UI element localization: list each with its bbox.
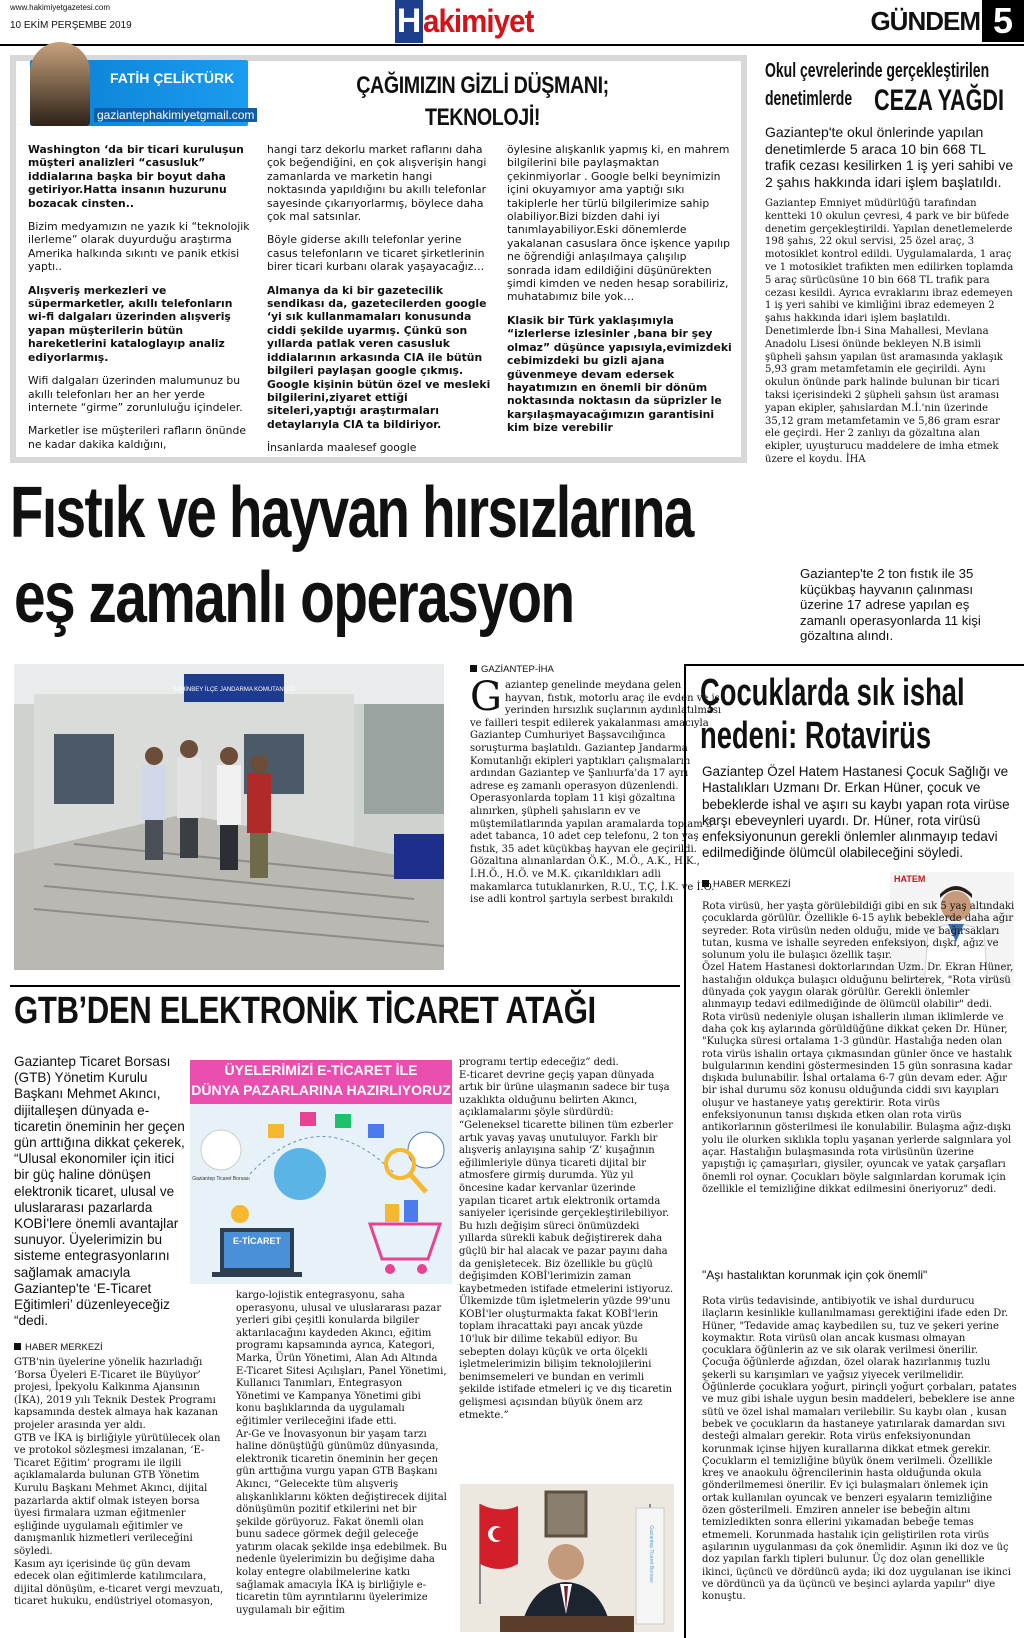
child-subheading: "Aşı hastalıktan korunmak için çok önemli" [702, 1268, 928, 1282]
gtb-graphic-logo: Gaziantep Ticaret Borsası [192, 1176, 250, 1182]
page-number: 5 [982, 0, 1024, 42]
main-byline: GAZİANTEP-İHA [470, 664, 554, 675]
site-url: www.hakimiyetgazetesi.com [10, 3, 111, 12]
eticaret-banner: ÜYELERİMİZİ E-TİCARET İLE DÜNYA PAZARLARINA HAZIRLIYORUZ [190, 1060, 452, 1104]
paragraph: Marketler ise müşterileri rafların önünde ne kadar dakika kaldığını, [28, 424, 246, 451]
ceza-headline-top: Okul çevrelerinde gerçekleştirilen [765, 60, 990, 82]
paragraph: Klasik bir Türk yaklaşımıyla “izlerlerse izlesinler ,bana bir şey olmaz” düşünce yapısıyla,evimizdeki cebimizdeki bu gizli ajana güvenmeye devam edersek hayatımızın en önemli bir dönüm noktasında noktasın da süprizler le karşılaşmayacağımızın garantisini kim bize verebilir [507, 313, 732, 435]
author-photo [30, 42, 90, 126]
child-body-part2: Rota virüs tedavisinde, antibiyotik ve ishal durdurucu ilaçların kesinlikle kullanılmaması gerektiğini ifade eden Dr. Hüner, "Tedavide amaç kaybedilen su, tuz ve şekeri yerine koymaktır. Rota virüsü olan ancak kusması olmayan çocuklara öğünlerin az ve sık olarak verilmesi önerilir. Çocuğa öğünlerde ağızdan, özel olarak hazırlanmış tuzlu şekerli su karışımları ve yağsız yiyecek verilmelidir. Öğünlerde çocuklara yoğurt, pirinçli yoğurt çorbaları, patates ve muz gibi ishale uygun besin maddeleri, bebeklere ise anne sütü ve özel ishal mamaları verilebilir. Su kaybı olan , kusan bebek ve çocukların da hastaneye yatırılarak damardan sıvı desteği almaları gerekir. Rota virüs enfeksiyonundan korunmak içinse hijyen kurallarına dikkat etmek gerekir. Çocukların el temizliğine büyük önem verilmeli. Özellikle kreş ve anaokulu öğrencilerinin hasta olduğunda okula gönderilmemesi önerilir. Ev içi bulaşmaları önlemek için ortak kullanılan oyuncak ve benzeri eşyaların temizliğine özen gösterilmeli. Emziren anneler ise bebeğin altını temizledikten sonra ellerini yıkamadan bebeğe temas etmemeli. Korunmada hastalık için geliştirilen rota virüs aşılarının uygulanması da çok önemlidir. Aşının iki doz ve üç doz yapılan farklı tipleri bulunur. Üç doz olan genellikle ikinci, üçüncü ve dördüncü ayda; iki doz uygulanan ise ikinci ve dördüncü ya da üçüncü ve beşinci aylarda yapılır" diye konuştu. [702, 1296, 1017, 1603]
eticaret-illustration [190, 1104, 452, 1284]
gtb-body-col1: GTB'nin üyelerine yönelik hazırladığı ‘Borsa Üyeleri E-Ticaret ile Büyüyor’ projesi, İpekyolu Kalkınma Ajansının (İKA), 2019 yılı Teknik Destek Programı kapsamında destek almaya hak kazanan projeler arasında yer aldı. GTB ve İKA iş birliğiyle yürütülecek olan ve protokol sözleşmesi imzalanan, ‘E-Ticaret Eğitim’ programı ile ilgili açıklamalarda bulunan GTB Yönetim Kurulu Başkanı Mehmet Akıncı, dijital pazarlarda aktif olmak isteyen borsa üyesi firmalara uzman eğitmenler eşliğinde uygulamalı eğitimler ve danışmanlık hizmetleri verileceğini söyledi. Kasım ayı içerisinde üç gün devam edecek olan eğitimlerde katılımcılara, dijital dönüşüm, e-ticaret vergi mevzuatı, ticaret hukuku, endüstriyel otomasyon, [14, 1357, 224, 1608]
main-body-text: aziantep genelinde meydana gelen hayvan, fıstık, motorlu araç ile evden ve iş yerinden hırsızlık suçlarının aydınlatılması ve failleri tespit edilerek yakalanması amacıyla Gaziantep Cumhuriyet Başsavcılığınca soruşturma başlatıldı. Gaziantep Jandarma Komutanlığı ekipleri yaptıkları çalışmaların ardından Gaziantep ve Şanlıurfa'da 17 ayrı adrese eş zamanlı operasyon düzenlendi. Operasyonlarda toplam 11 kişi gözaltına alınırken, şüpheli şahısların ev ve müştemilatlarında yapılan aramalarda toplam 3 adet tabanca, 10 adet cep telefonu, 2 ton yaş fıstık, 35 adet küçükbaş hayvan ele geçirildi. Gözaltına alınanlardan Ö.K., M.Ö., A.K., H.K., İ.H.Ö., H.Ö. ve M.K. çıkarıldıkları adli makamlarca tutuklanırken, R.U., T.Ç, İ.K. ve İ.Ö. ise adli kontrol şartıyla serbest bırakıldı [470, 680, 722, 906]
child-body-part1: Rota virüsü, her yaşta görülebildiği gibi en sık 5 yaş altındaki çocuklarda görülür. Özellikle 6-15 aylık bebeklerde daha ağır seyreder. Rota virüsün neden olduğu, mide ve bağırsakları tutan, kusma ve ishalle seyreden enfeksiyon, dışkı, ağız ve solunum yolu ile bulaşıcı özellik taşır. Özel Hatem Hastanesi doktorlarından Uzm. Dr. Ekran Hüner, hastalığın oldukça bulaşıcı olduğunu belirterek, "Rota virüsü dünyada çok yaygın olarak görülür. Gerekli önlemler alınmayıp tedavi edilmediğinde de ölümcül olabilir" dedi. Rota virüsü nedeniyle oluşan ishallerin ılıman iklimlerde ve daha çok kış aylarında görüldüğüne dikkat çeken Dr. Hüner, "Kuluçka süresi ortalama 1-3 gündür. Hastalığa neden olan rota virüs ishalin ortaya çıkmasından günler önce ve hastalık bulgularının kendini göstermesinden 15 gün sonrasına kadar dışkıda bulunabilir. İshal ortalama 6-7 gün devam eder. Ağır bir ishal durumu söz konusu olduğunda ciddi sıvı kayıpları oluşur ve hastaneye yatış gerektirir. Rota virüs enfeksiyonunun tanısı dışkıda etken olan rota virüs antikorlarının gösterilmesi ile konulabilir. Bulaşma ağız-dışkı yolu ile olurken sıklıkla toplu yaşanan yerlerde salgınlara yol açar. Hastalığın bulaşmasında rota virüsünün üzerine yapıştığı iç çamaşırları, giysiler, oyuncak ve yatak çarşafları önemli rol oynar. Çocukları böyle salgınlardan korumak için özellikle el temizliğine dikkat edilmesini öneriyoruz" dedi. [702, 901, 1015, 1195]
column-title: ÇAĞIMIZIN GİZLİ DÜŞMANI; TEKNOLOJİ! [356, 72, 609, 131]
header-rule [0, 44, 1024, 46]
paragraph: Alışveriş merkezleri ve süpermarketler, akıllı telefonların wi-fi dalgaları üzerinden alışveriş yapan müşterilerin bütün hareketlerini kataloglayıp analiz ediyorlarmış. [28, 283, 233, 364]
gtb-byline: HABER MERKEZİ [14, 1342, 103, 1353]
ceza-body: Gaziantep Emniyet müdürlüğü tarafından kentteki 10 okulun çevresi, 4 park ve bir büfede denetim gerçekleştirildi. Yapılan denetlemelerde 198 şahıs, 22 okul servisi, 25 özel araç, 3 motosiklet kontrol edildi. Uygulamalarda, 1 araç ve 1 motosiklet trafikten men edilirken toplamda 5 araç sürücüsüne 10 bin 668 TL trafik para cezası kesildi. Ayrıca evraklarını ibraz edemeyen 1 iş yeri sahibi ve kimliğini ibraz edemeyen 2 şahıs hakkında idari işlem başlatıldı. Denetimlerde İbn-i Sina Mahallesi, Mevlana Anadolu Lisesi önünde bekleyen N.B isimli şüpheli şahsın yapılan üst aramasında yaklaşık 5,93 gram metamfetamin ele geçirildi. Aynı okulun önünde park halinde bulunan bir ticari taksi içerisindeki 2 şüpheli şahsın üst araması yapan ekipler, şahıslardan M.İ.'nin üzerinde 35,12 gram metamfetamin ve 5,86 gram esrar ele geçirdi. Her 2 zanlıyı da gözaltına alan ekipler, uyuşturucu maddelere de imha etmek üzere el koydu. İHA [765, 198, 1014, 465]
column-text-2 [267, 143, 492, 465]
gtb-rule [10, 985, 680, 987]
main-lead: Gaziantep'te 2 ton fıstık ile 35 küçükbaş hayvanın çalınması üzerine 17 adrese yapılan eş zamanlı operasyonlarda 11 kişi gözaltına alındı. [800, 566, 981, 643]
paragraph: İnsanlarda maalesef google [267, 441, 417, 455]
ceza-lead: Gaziantep'te okul önlerinde yapılan denetimlerde 5 araca 10 bin 668 TL trafik cezası kesilirken 1 iş yeri sahibi ve 2 şahıs hakkında idari işlem başlatıldı. [765, 124, 1014, 190]
paragraph: Bizim medyamızın ne yazık ki “teknolojik ilerleme” olarak duyurduğu araştırma Amerika halkında sıkıntı ve panik etkisi yaptı.. [28, 220, 250, 274]
issue-date: 10 EKİM PERŞEMBE 2019 [10, 20, 132, 31]
column-text-3 [507, 143, 732, 445]
paragraph: öylesine alışkanlık yapmış ki, en mahrem bilgilerini bile paylaşmaktan çekinmiyorlar . Google belki beynimizin içini okuyamıyor ama yaptığı sıkı takiplerle her türlü bilgilerimize sahip olabiliyor.Bizi bizden dahi iyi tanımlayabiliyor.Eski dönemlerde yakalanan casuslara önce işkence yapılıp ne öğrendiği anlaşılmaya çalışılıp sonrada idam edildiğini düşünürekten şimdi kimden ve neden hesap sorabiliriz, muhatabımız bile yok… [507, 143, 730, 304]
akinci-illustration [460, 1484, 674, 1632]
child-lead: Gaziantep Özel Hatem Hastanesi Çocuk Sağlığı ve Hastalıkları Uzmanı Dr. Erkan Hüner, çocuk ve bebeklerde ishal ve aşırı su kaybı yapan rota virüse karşı ebeveynleri uyardı. Dr. Hüner, rota virüsü enfeksiyonunun gerekli önlemler alınmayıp tedavi edilmediğinde ölümcül olabileceğini söyledi. [702, 764, 1010, 861]
akinci-photo [460, 1484, 674, 1632]
laptop-label: E-TİCARET [233, 1236, 281, 1246]
police-sign-text: SAHİNBEY İLÇE JANDARMA KOMUTANLIĞI [172, 687, 296, 693]
gtb-body-col2: kargo-lojistik entegrasyonu, saha operasyonu, ulusal ve uluslararası pazar yerleri gibi çeşitli konularda bilgiler aktarılacağını kaydeden Akıncı, eğitim programı kapsamında ayrıca, Kategori, Marka, Ürün Yönetimi, Alan Adı Altında E-Ticaret Sitesi Açılışları, Panel Yönetimi, Kullanıcı Tanımları, Entegrasyon Yönetimi ve Kampanya Yönetimi gibi konu başlıklarında da uygulamalı eğitimler verileceğini ifade etti. Ar-Ge ve İnovasyonun bir yaşam tarzı haline dönüştüğü günümüz dünyasında, elektronik ticaretin öneminin her geçen gün arttığına vurgu yapan GTB Başkanı Akıncı, “Gelecekte tüm alışveriş alışkanlıklarını kökten değiştirecek dijital dönüşümün pozitif etkilerini net bir şekilde görüyoruz. Fakat önemli olan bunu sadece görmek değil geleceğe yatırım olacak şekilde inşa edebilmek. Bu nedenle üyelerimizin bu değişime daha kolay entegre olabilmelerine katkı sağlamak amacıyla İKA iş birliğiyle e-ticaretin tüm ayrıntılarını üyelerimize uygulamalı bir eğitim [236, 1290, 448, 1616]
logo-h: H [395, 0, 423, 43]
paragraph: Böyle giderse akıllı telefonlar yerine casus telefonların ve ticaret şirketlerinin birer ticari kurbanı olarak yaşayacağız… [267, 233, 485, 274]
police-photo-illustration [14, 664, 444, 970]
author-email[interactable]: gaziantephakimiyetgmail.com [94, 108, 257, 122]
author-name: FATİH ÇELİKTÜRK [110, 70, 235, 86]
ceza-headline-mid: denetimlerde [765, 88, 853, 110]
column-text-1 [28, 143, 253, 461]
hatem-logo: HATEM [894, 874, 926, 884]
gtb-flag-text: Gaziantep Ticaret Borsası [648, 1525, 654, 1583]
eticaret-graphic [190, 1060, 452, 1284]
child-headline-line2: nedeni: Rotavirüs [700, 715, 932, 757]
child-headline-line1: Çocuklarda sık ishal [700, 672, 965, 714]
section-title: GÜNDEM [870, 6, 980, 36]
ceza-headline-big: CEZA YAĞDI [874, 84, 1005, 117]
logo-text: akimiyet [423, 3, 534, 39]
child-byline: HABER MERKEZİ [702, 879, 791, 890]
police-operation-photo [14, 664, 444, 970]
paragraph: Wifi dalgaları üzerinden malumunuz bu akıllı telefonları her an her yerde internete “girme” zorunluluğu içindeler. [28, 374, 243, 414]
dropcap: G [470, 674, 502, 720]
gtb-body-col3: programı tertip edeceğiz” dedi. E-ticaret devrine geçiş yapan dünyada artık bir ürüne ulaşmanın sadece bir tuşa uzaklıkta olduğunu belirten Akıncı, açıklamalarını şöyle sürdürdü: “Geleneksel ticarette bilinen tüm ezberler artık yavaş yavaş unutuluyor. Farklı bir alışveriş anlayışına sahip ‘Z’ kuşağının eğilimleriyle dünya ticareti dijital bir atmosfere girmiş durumda. Yüz yıl öncesine kadar kervanlar üzerinde yapılan ticaret artık elektronik ortamda saniyeler içerisinde gerçekleştirilebiliyor. Bu hızlı değişim süreci önümüzdeki yıllarda sürekli kabuk değiştirerek daha güçlü bir hal alacak ve pazar payını daha da genişletecek. Biz özellikle bu güçlü değişimden KOBİ'lerimizin zaman kaybetmeden istifade etmelerini istiyoruz. Ülkemizde tüm işletmelerin yüzde 99'unu KOBİ'ler oluşturmakta fakat KOBİ'lerin toplam ihracattaki payı ancak yüzde 10'luk bir dilime tekabül ediyor. Bu sebepten dolayı küçük ve orta ölçekli işletmelerimizin bilişim teknolojilerini benimsemeleri ve bundan en verimli şekilde istifade etmeleri iç ve dış ticaretin gelişmesi açısından büyük önem arz etmekte.” [459, 1057, 674, 1421]
paragraph: Almanya da ki bir gazetecilik sendikası da, gazetecilerden google ‘yi sık kullanmamaları konusunda ciddi şekilde uyarmış. Çünkü son yıllarda patlak veren casusluk iddialarının arkasında CIA ile bütün bilgileri paylaşan google çıkmış. Google kişinin bütün özel ve mesleki bilgilerini,ziyaret ettiği siteleri,yaptığı araştırmaları detaylarıyla CIA ta bildiriyor. [267, 283, 491, 431]
paragraph: Washington ‘da bir ticari kuruluşun müşteri analizleri “casusluk” iddialarına başka bir boyut daha getiriyor.Hatta insanın huzurunu bozacak cinsten.. [28, 143, 244, 210]
gtb-headline: GTB’DEN ELEKTRONİK TİCARET ATAĞI [14, 990, 596, 1032]
paragraph: hangi tarz dekorlu market raflarını daha çok beğendiğini, en çok alışverişin hangi zamanlarda ve marketin hangi noktasında yapıldığını bu akıllı telefonlar sayesinde çıkarıyorlarmış, böylece daha çok mal satsınlar. [267, 143, 487, 224]
newspaper-logo[interactable] [395, 0, 583, 43]
gtb-lead: Gaziantep Ticaret Borsası (GTB) Yönetim Kurulu Başkanı Mehmet Akıncı, dijitalleşen dünyada e-ticaretin öneminin her geçen gün arttığına dikkat çekerek, “Ulusal ekonomiler için itici bir güç haline dönüşen elektronik ticaret, ulusal ve uluslararası pazarlarda KOBİ'lere önemli avantajlar sunuyor. Üyelerimizin bu sisteme entegrasyonlarını sağlamak amacıyla Gaziantep'te ‘E-Ticaret Eğitimleri’ düzenleyeceğiz “dedi. [14, 1054, 185, 1329]
main-headline-line2: eş zamanlı operasyon [14, 558, 574, 638]
main-headline-line1: Fıstık ve hayvan hırsızlarına [10, 473, 693, 553]
